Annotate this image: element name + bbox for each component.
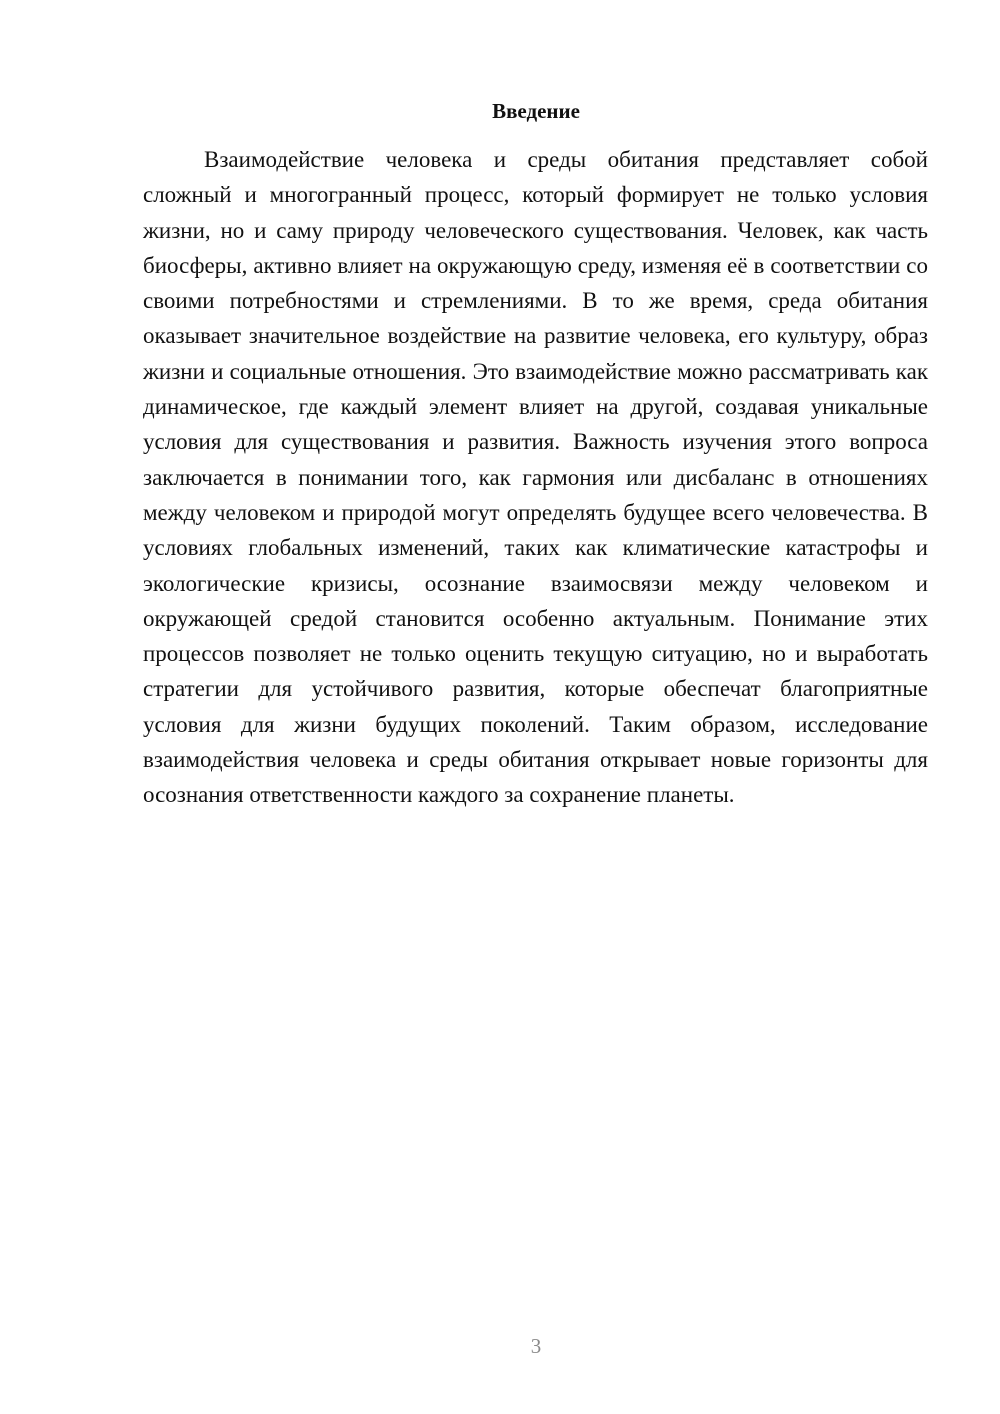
page-number: 3 (530, 1334, 542, 1358)
section-heading: Введение (492, 99, 580, 123)
intro-paragraph: Взаимодействие человека и среды обитания представляет собой сложный и многогранный процесс, который формирует не только условия жизни, но и саму природу человеческого существования. Человек, как часть биосферы, активно влияет на окружающую среду, изменяя её в соответствии со своими потребностями и стремлениями. В то же время, среда обитания оказывает значительное воздействие на развитие человека, его культуру, образ жизни и социальные отношения. Это взаимодействие можно рассматривать как динамическое, где каждый элемент влияет на другой, создавая уникальные условия для существования и развития. Важность изучения этого вопроса заключается в понимании того, как гармония или дисбаланс в отношениях между человеком и природой могут определять будущее всего человечества. В условиях глобальных изменений, таких как климатические катастрофы и экологические кризисы, осознание взаимосвязи между человеком и окружающей средой становится особенно актуальным. Понимание этих процессов позволяет не только оценить текущую ситуацию, но и выработать стратегии для устойчивого развития, которые обеспечат благоприятные условия для жизни будущих поколений. Таким образом, исследование взаимодействия человека и среды обитания открывает новые горизонты для осознания ответственности каждого за сохранение планеты. (143, 147, 928, 808)
